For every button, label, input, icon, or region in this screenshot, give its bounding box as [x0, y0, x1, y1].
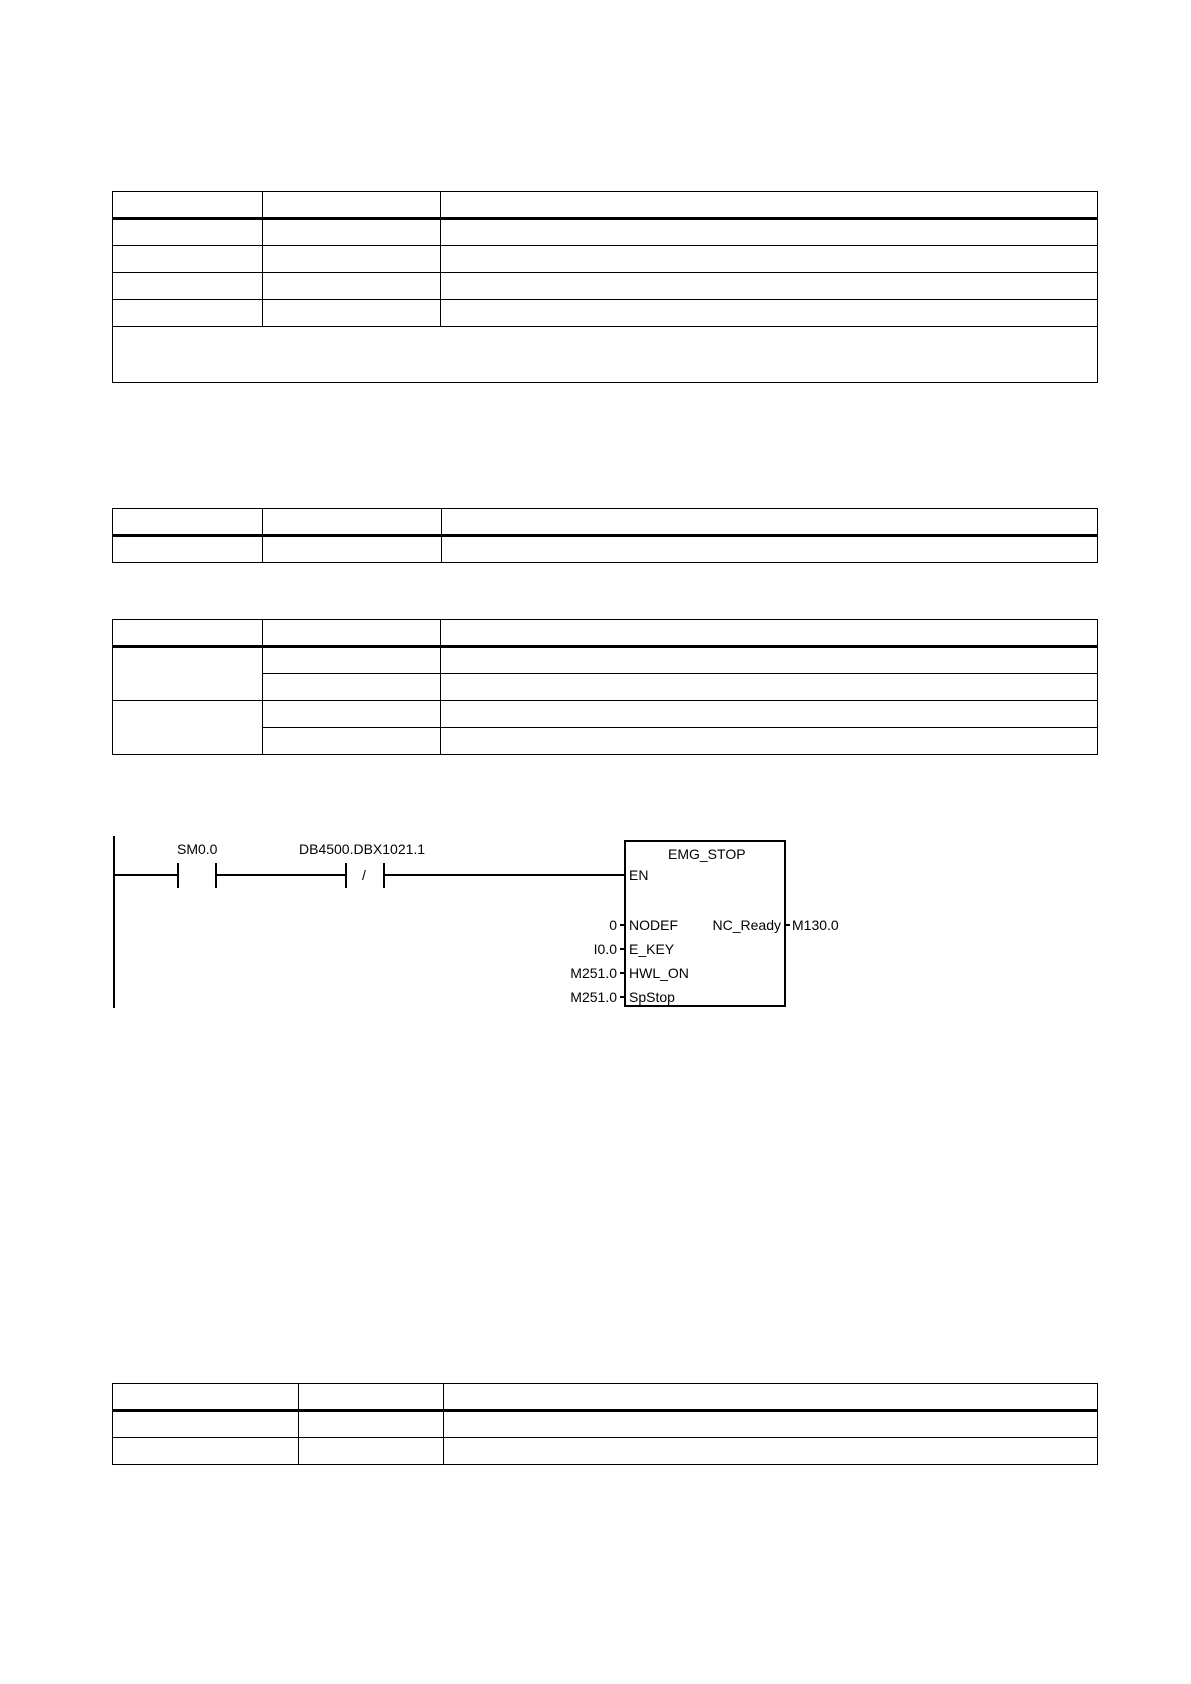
table-row [113, 1411, 1098, 1438]
output-pin-name: NC_Ready [712, 917, 781, 933]
contact2-symbol: / [362, 867, 366, 883]
table-row [113, 701, 1098, 728]
pin-value: M251.0 [570, 965, 617, 981]
table-row [113, 1438, 1098, 1465]
block-title: EMG_STOP [668, 846, 746, 862]
pin-en: EN [629, 867, 649, 883]
table-row [113, 300, 1098, 327]
contact1-label: SM0.0 [177, 841, 218, 857]
table-note-row [113, 327, 1098, 383]
ladder-diagram [100, 830, 860, 1020]
table-2 [112, 508, 1098, 563]
table-row [113, 273, 1098, 300]
table-3 [112, 619, 1098, 755]
table-header-row [113, 192, 1098, 219]
table-row [113, 647, 1098, 674]
pin-name: NODEF [629, 917, 678, 933]
table-row [113, 246, 1098, 273]
pin-value: I0.0 [593, 941, 617, 957]
contact2-label: DB4500.DBX1021.1 [299, 841, 426, 857]
pin-value: 0 [609, 917, 617, 933]
pin-value: M251.0 [570, 989, 617, 1005]
table-row [113, 536, 1098, 563]
pin-name: SpStop [629, 989, 675, 1005]
output-pin-value: M130.0 [792, 917, 839, 933]
table-4 [112, 1383, 1098, 1465]
pin-name: HWL_ON [629, 965, 689, 981]
table-1 [112, 191, 1098, 383]
pin-name: E_KEY [629, 941, 675, 957]
table-row [113, 219, 1098, 246]
table-header-row [113, 620, 1098, 647]
table-header-row [113, 1384, 1098, 1411]
contact-sm0-0 [178, 863, 216, 888]
table-header-row [113, 509, 1098, 536]
